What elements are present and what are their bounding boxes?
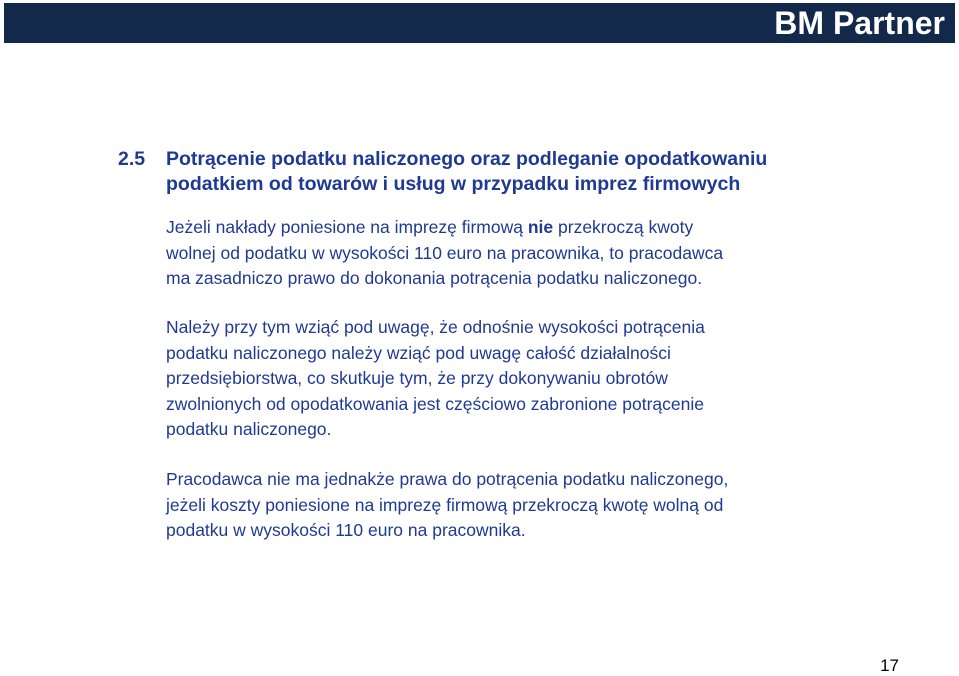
paragraph-3 <box>166 467 886 544</box>
paragraph-1-line-1-end: przekroczą kwoty <box>553 217 694 237</box>
paragraph-1-line-1 <box>166 215 886 241</box>
brand-title: BM Partner <box>774 5 945 41</box>
section-heading <box>118 147 878 197</box>
paragraph-2-line: podatku naliczonego. <box>166 419 332 439</box>
paragraph-1-line-3: ma zasadniczo prawo do dokonania potrącenia podatku naliczonego. <box>166 268 703 288</box>
paragraph-2-line: przedsiębiorstwa, co skutkuje tym, że przy dokonywaniu obrotów <box>166 368 668 388</box>
paragraph-1 <box>166 215 886 292</box>
paragraph-2 <box>166 315 886 443</box>
section-title-part-2: podatkiem od towarów i usług w przypadku imprez firmowych <box>166 173 741 195</box>
paragraph-2-line: Należy przy tym wziąć pod uwagę, że odnośnie wysokości potrącenia <box>166 317 705 337</box>
paragraph-3-line: Pracodawca nie ma jednakże prawa do potrącenia podatku naliczonego, <box>166 469 729 489</box>
paragraph-3-line: podatku w wysokości 110 euro na pracownika. <box>166 520 526 540</box>
section-title-part-1: Potrącenie podatku naliczonego oraz podleganie opodatkowaniu <box>166 148 768 170</box>
page-number: 17 <box>880 656 899 675</box>
paragraph-2-line: zwolnionych od opodatkowania jest częściowo zabronione potrącenie <box>166 393 704 414</box>
section-heading-line-1 <box>118 147 878 172</box>
paragraph-1-line-1-start: Jeżeli nakłady poniesione na imprezę firmową <box>166 217 528 237</box>
emphasis-nie: nie <box>527 217 554 237</box>
paragraph-3-line: jeżeli koszty poniesione na imprezę firmową przekroczą kwotę wolną od <box>166 494 724 515</box>
section-number: 2.5 <box>118 148 146 170</box>
header-bar <box>4 3 955 43</box>
paragraph-1-line-2: wolnej od podatku w wysokości 110 euro na pracownika, to pracodawca <box>166 242 724 263</box>
paragraph-2-line: podatku naliczonego należy wziąć pod uwagę całość działalności <box>166 342 671 363</box>
